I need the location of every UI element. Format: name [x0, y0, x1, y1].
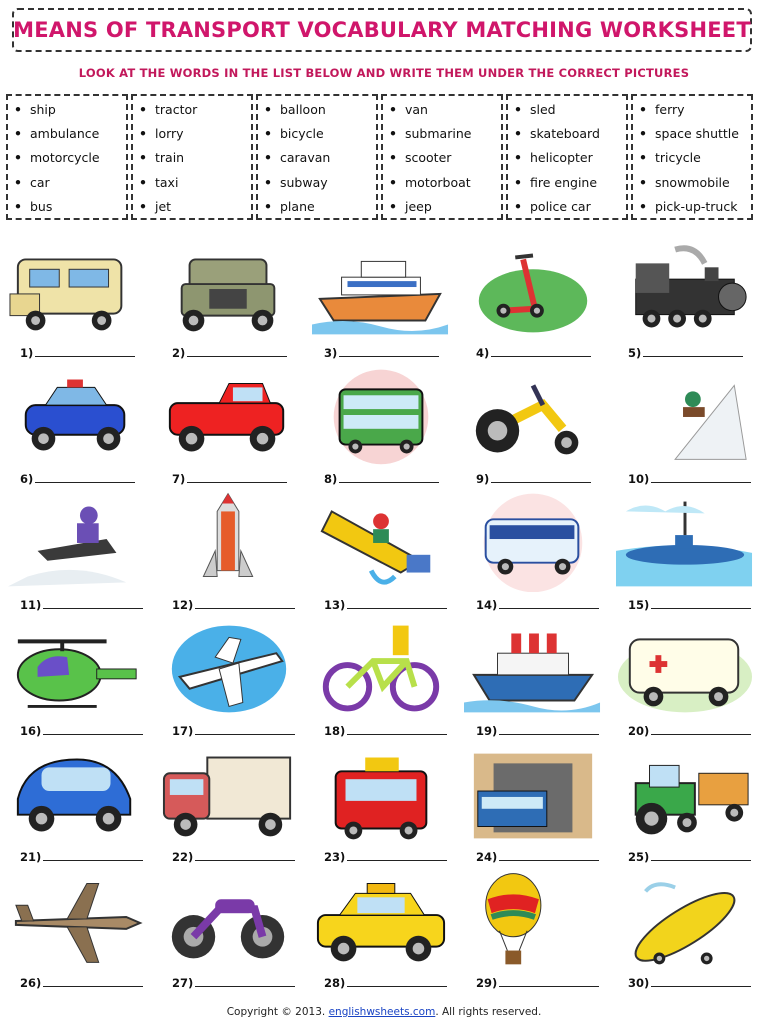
answer-label [20, 472, 135, 486]
answer-label [172, 976, 295, 990]
picture-cell-28 [306, 868, 456, 994]
word-item: • caravan [264, 148, 376, 172]
picture-cell-10 [610, 364, 760, 490]
word-item: • bus [14, 197, 126, 221]
item-number: 5) [628, 346, 642, 360]
word-item: • tractor [139, 100, 251, 124]
picture-cell-19 [458, 616, 608, 742]
word-item: • bicycle [264, 124, 376, 148]
answer-label [476, 472, 591, 486]
word-item: • fire engine [514, 173, 626, 197]
answer-blank[interactable] [491, 472, 591, 483]
answer-blank[interactable] [651, 598, 751, 609]
answer-blank[interactable] [499, 976, 599, 987]
answer-blank[interactable] [43, 724, 143, 735]
answer-label [172, 472, 287, 486]
item-number: 4) [476, 346, 490, 360]
caravan-illustration [8, 238, 146, 340]
bicycle-illustration [312, 616, 450, 718]
picture-cell-4 [458, 238, 608, 364]
item-number: 3) [324, 346, 338, 360]
fire-engine-illustration [312, 742, 450, 844]
answer-label [476, 598, 599, 612]
word-item: • tricycle [639, 148, 751, 172]
answer-label [324, 724, 447, 738]
answer-label [324, 346, 439, 360]
answer-label [628, 472, 751, 486]
tractor-illustration [616, 742, 754, 844]
taxi-illustration [312, 868, 450, 970]
motorboat-illustration [312, 490, 450, 592]
word-item: • police car [514, 197, 626, 221]
answer-label [20, 598, 143, 612]
picture-cell-17 [154, 616, 304, 742]
answer-label [628, 346, 743, 360]
item-number: 24) [476, 850, 498, 864]
copyright-footer [0, 1006, 768, 1018]
answer-label [628, 976, 751, 990]
item-number: 16) [20, 724, 42, 738]
item-number: 22) [172, 850, 194, 864]
motorcycle-illustration [160, 868, 298, 970]
word-column-6 [631, 94, 753, 220]
item-number: 1) [20, 346, 34, 360]
answer-label [172, 346, 287, 360]
word-bank [6, 94, 756, 222]
word-item: • car [14, 173, 126, 197]
title-box [12, 8, 752, 52]
picture-cell-25 [610, 742, 760, 868]
helicopter-illustration [8, 616, 146, 718]
word-column-2 [131, 94, 253, 220]
plane-illustration [160, 616, 298, 718]
word-item: • van [389, 100, 501, 124]
answer-blank[interactable] [347, 724, 447, 735]
tricycle-illustration [464, 364, 602, 466]
picture-cell-7 [154, 364, 304, 490]
answer-label [476, 724, 599, 738]
picture-cell-29 [458, 868, 608, 994]
word-item: • lorry [139, 124, 251, 148]
word-item: • space shuttle [639, 124, 751, 148]
picture-cell-8 [306, 364, 456, 490]
answer-blank[interactable] [499, 598, 599, 609]
picture-cell-14 [458, 490, 608, 616]
answer-label [476, 346, 591, 360]
answer-blank[interactable] [491, 346, 591, 357]
word-item: • balloon [264, 100, 376, 124]
item-number: 23) [324, 850, 346, 864]
picture-cell-9 [458, 364, 608, 490]
word-item: • submarine [389, 124, 501, 148]
answer-blank[interactable] [35, 346, 135, 357]
scooter-illustration [464, 238, 602, 340]
answer-blank[interactable] [195, 976, 295, 987]
item-number: 27) [172, 976, 194, 990]
car-illustration [8, 742, 146, 844]
answer-label [476, 976, 599, 990]
train-illustration [616, 238, 754, 340]
word-column-3 [256, 94, 378, 220]
answer-blank[interactable] [195, 850, 295, 861]
answer-label [172, 850, 295, 864]
picture-cell-11 [2, 490, 152, 616]
picture-cell-5 [610, 238, 760, 364]
item-number: 20) [628, 724, 650, 738]
item-number: 28) [324, 976, 346, 990]
answer-label [20, 346, 135, 360]
picture-cell-23 [306, 742, 456, 868]
skateboard-illustration [616, 868, 754, 970]
item-number: 30) [628, 976, 650, 990]
item-number: 12) [172, 598, 194, 612]
picture-cell-16 [2, 616, 152, 742]
item-number: 17) [172, 724, 194, 738]
word-column-1 [6, 94, 128, 220]
picture-cell-22 [154, 742, 304, 868]
item-number: 26) [20, 976, 42, 990]
item-number: 19) [476, 724, 498, 738]
answer-label [324, 598, 447, 612]
answer-label [324, 850, 447, 864]
item-number: 14) [476, 598, 498, 612]
bus-illustration [312, 364, 450, 466]
picture-cell-2 [154, 238, 304, 364]
answer-blank[interactable] [347, 976, 447, 987]
answer-label [628, 724, 751, 738]
word-item: • skateboard [514, 124, 626, 148]
word-item: • ferry [639, 100, 751, 124]
answer-blank[interactable] [651, 850, 751, 861]
item-number: 2) [172, 346, 186, 360]
picture-cell-20 [610, 616, 760, 742]
worksheet-title: MEANS OF TRANSPORT VOCABULARY MATCHING WORKSHEET [13, 18, 751, 42]
answer-label [20, 724, 143, 738]
picture-cell-13 [306, 490, 456, 616]
word-item: • scooter [389, 148, 501, 172]
answer-blank[interactable] [499, 724, 599, 735]
answer-blank[interactable] [43, 850, 143, 861]
word-item: • train [139, 148, 251, 172]
item-number: 15) [628, 598, 650, 612]
item-number: 29) [476, 976, 498, 990]
answer-blank[interactable] [339, 472, 439, 483]
answer-blank[interactable] [651, 472, 751, 483]
answer-blank[interactable] [35, 472, 135, 483]
answer-blank[interactable] [195, 724, 295, 735]
word-item: • helicopter [514, 148, 626, 172]
picture-cell-3 [306, 238, 456, 364]
word-column-5 [506, 94, 628, 220]
jeep-illustration [160, 238, 298, 340]
answer-blank[interactable] [651, 976, 751, 987]
answer-blank[interactable] [43, 976, 143, 987]
answer-label [324, 472, 439, 486]
ship-illustration [464, 616, 602, 718]
subway-illustration [464, 742, 602, 844]
item-number: 8) [324, 472, 338, 486]
submarine-illustration [616, 490, 754, 592]
word-item: • ship [14, 100, 126, 124]
instruction-text: LOOK AT THE WORDS IN THE LIST BELOW AND WRITE THEM UNDER THE CORRECT PICTURES [78, 66, 690, 80]
answer-label [628, 598, 751, 612]
van-illustration [464, 490, 602, 592]
item-number: 9) [476, 472, 490, 486]
item-number: 13) [324, 598, 346, 612]
word-item: • jeep [389, 197, 501, 221]
picture-cell-6 [2, 364, 152, 490]
answer-label [20, 976, 143, 990]
word-item: • motorboat [389, 173, 501, 197]
answer-label [628, 850, 751, 864]
answer-blank[interactable] [195, 598, 295, 609]
sled-illustration [616, 364, 754, 466]
word-item: • subway [264, 173, 376, 197]
copyright-prefix: Copyright © 2013. [226, 1006, 329, 1018]
site-link[interactable]: englishwsheets.com [328, 1006, 436, 1018]
ferry-illustration [312, 238, 450, 340]
answer-label [20, 850, 143, 864]
answer-blank[interactable] [347, 598, 447, 609]
copyright-suffix: . All rights reserved. [435, 1006, 542, 1018]
answer-blank[interactable] [347, 850, 447, 861]
word-column-4 [381, 94, 503, 220]
answer-blank[interactable] [187, 346, 287, 357]
picture-cell-15 [610, 490, 760, 616]
police-car-illustration [8, 364, 146, 466]
word-item: • motorcycle [14, 148, 126, 172]
answer-label [476, 850, 599, 864]
ambulance-illustration [616, 616, 754, 718]
answer-blank[interactable] [339, 346, 439, 357]
snowmobile-illustration [8, 490, 146, 592]
word-item: • sled [514, 100, 626, 124]
word-item: • plane [264, 197, 376, 221]
item-number: 6) [20, 472, 34, 486]
word-item: • taxi [139, 173, 251, 197]
item-number: 7) [172, 472, 186, 486]
picture-cell-18 [306, 616, 456, 742]
item-number: 10) [628, 472, 650, 486]
word-item: • jet [139, 197, 251, 221]
picture-cell-21 [2, 742, 152, 868]
picture-cell-30 [610, 868, 760, 994]
answer-label [172, 724, 295, 738]
answer-label [172, 598, 295, 612]
item-number: 25) [628, 850, 650, 864]
lorry-illustration [160, 742, 298, 844]
answer-blank[interactable] [651, 724, 751, 735]
balloon-illustration [464, 868, 602, 970]
word-item: • pick-up-truck [639, 197, 751, 221]
jet-illustration [8, 868, 146, 970]
answer-blank[interactable] [643, 346, 743, 357]
picture-cell-24 [458, 742, 608, 868]
picture-cell-12 [154, 490, 304, 616]
answer-blank[interactable] [187, 472, 287, 483]
item-number: 11) [20, 598, 42, 612]
pick-up-truck-illustration [160, 364, 298, 466]
space-shuttle-illustration [160, 490, 298, 592]
word-item: • ambulance [14, 124, 126, 148]
picture-cell-26 [2, 868, 152, 994]
picture-cell-1 [2, 238, 152, 364]
item-number: 21) [20, 850, 42, 864]
answer-blank[interactable] [499, 850, 599, 861]
picture-cell-27 [154, 868, 304, 994]
answer-label [324, 976, 447, 990]
item-number: 18) [324, 724, 346, 738]
answer-blank[interactable] [43, 598, 143, 609]
word-item: • snowmobile [639, 173, 751, 197]
